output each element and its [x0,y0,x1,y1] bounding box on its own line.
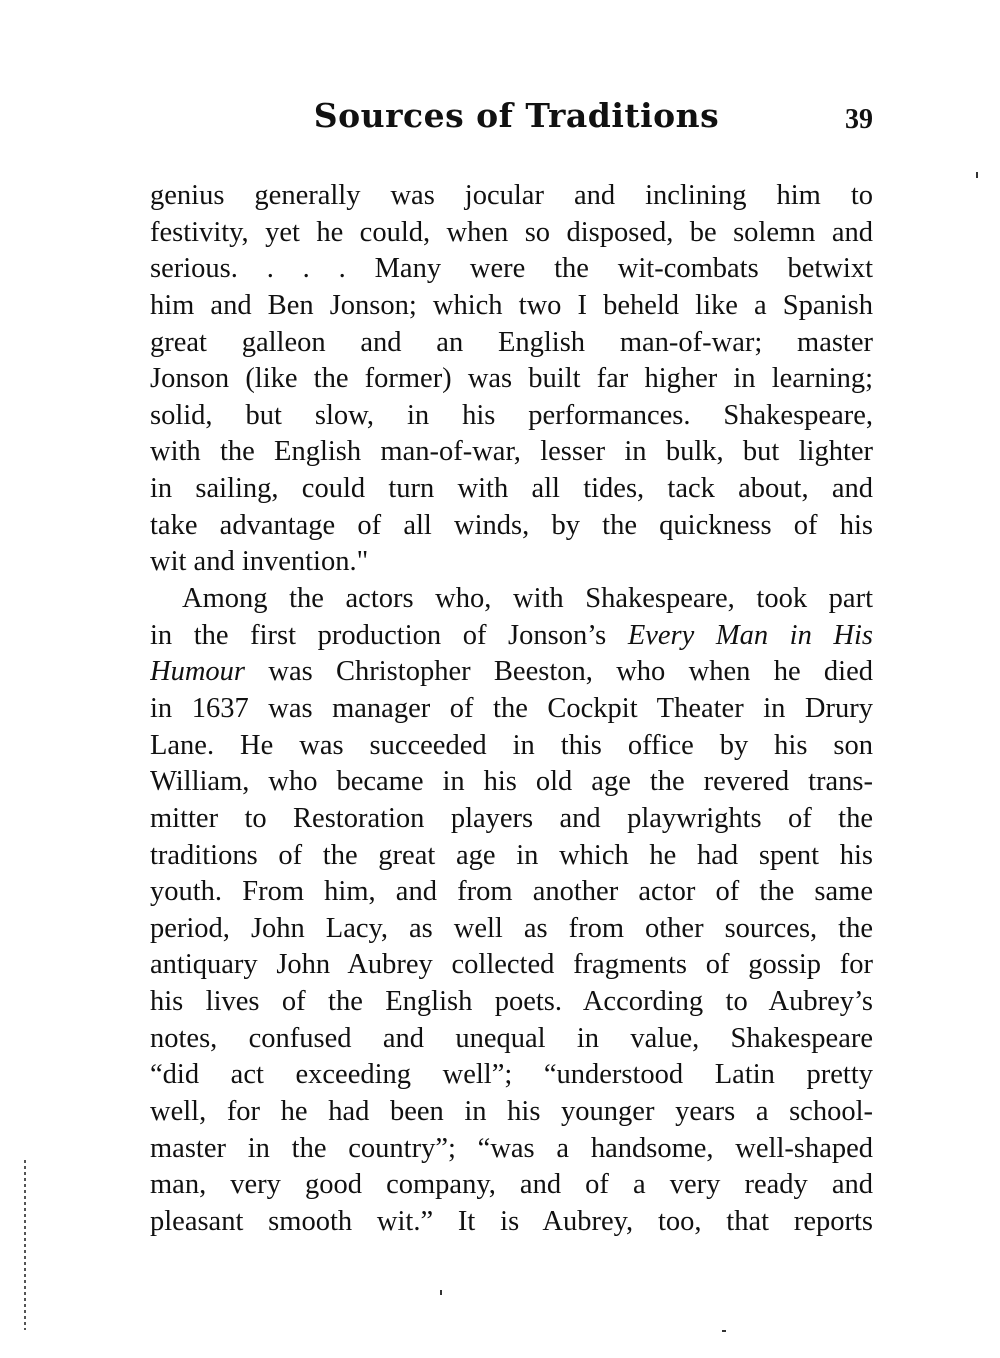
page-number: 39 [845,104,873,135]
text-line: Lane. He was succeeded in this office by his son [150,729,873,761]
text-line: his lives of the English poets. According to Aubrey’s [150,986,873,1018]
scan-speck [722,1330,726,1332]
text-line: man, very good company, and of a very ready and [150,1169,873,1201]
body-text [150,178,873,1241]
text-line: well, for he had been in his younger years a school- [150,1096,873,1128]
text-line: notes, confused and unequal in value, Shakespeare [150,1022,873,1054]
text-span: in the first production of Jonson’s [150,619,607,651]
text-line: “did act exceeding well”; “understood Latin pretty [150,1059,873,1091]
text-line: great galleon and an English man-of-war; master [150,326,873,358]
text-span: was Christopher Beeston, who when he died [268,656,873,688]
running-head [150,96,873,148]
text-line: festivity, yet he could, when so disposed, be solemn and [150,216,873,248]
scan-speck [976,172,978,178]
scan-margin-mark [24,1160,26,1330]
text-line: in 1637 was manager of the Cockpit Theater in Drury [150,692,873,724]
text-line: him and Ben Jonson; which two I beheld like a Spanish [150,289,873,321]
text-line [150,618,873,655]
text-line: youth. From him, and from another actor of the same [150,876,873,908]
text-line: period, John Lacy, as well as from other sources, the [150,912,873,944]
text-line: William, who became in his old age the revered trans- [150,766,873,798]
text-line: serious. . . . Many were the wit-combats betwixt [150,253,873,285]
running-title: Sources of Traditions [313,96,720,135]
text-line: take advantage of all winds, by the quickness of his [150,509,873,541]
italic-title: Humour [150,656,246,688]
scan-speck [440,1290,442,1295]
text-line: antiquary John Aubrey collected fragments of gossip for [150,949,873,981]
text-line: solid, but slow, in his performances. Shakespeare, [150,399,873,431]
text-line: pleasant smooth wit.” It is Aubrey, too, that reports [150,1205,873,1237]
text-line: master in the country”; “was a handsome, well-shaped [150,1132,873,1164]
text-line: with the English man-of-war, lesser in bulk, but lighter [150,436,873,468]
text-line: genius generally was jocular and inclining him to [150,180,873,211]
italic-title: Every Man in His [627,619,873,651]
text-line: traditions of the great age in which he had spent his [150,839,873,871]
text-line: in sailing, could turn with all tides, tack about, and [150,473,873,505]
text-line: mitter to Restoration players and playwrights of the [150,802,873,834]
text-line: Jonson (like the former) was built far higher in learning; [150,363,873,395]
paragraph-start-line: Among the actors who, with Shakespeare, took part [182,583,873,615]
text-line: wit and invention." [150,546,369,578]
text-line [150,654,873,691]
